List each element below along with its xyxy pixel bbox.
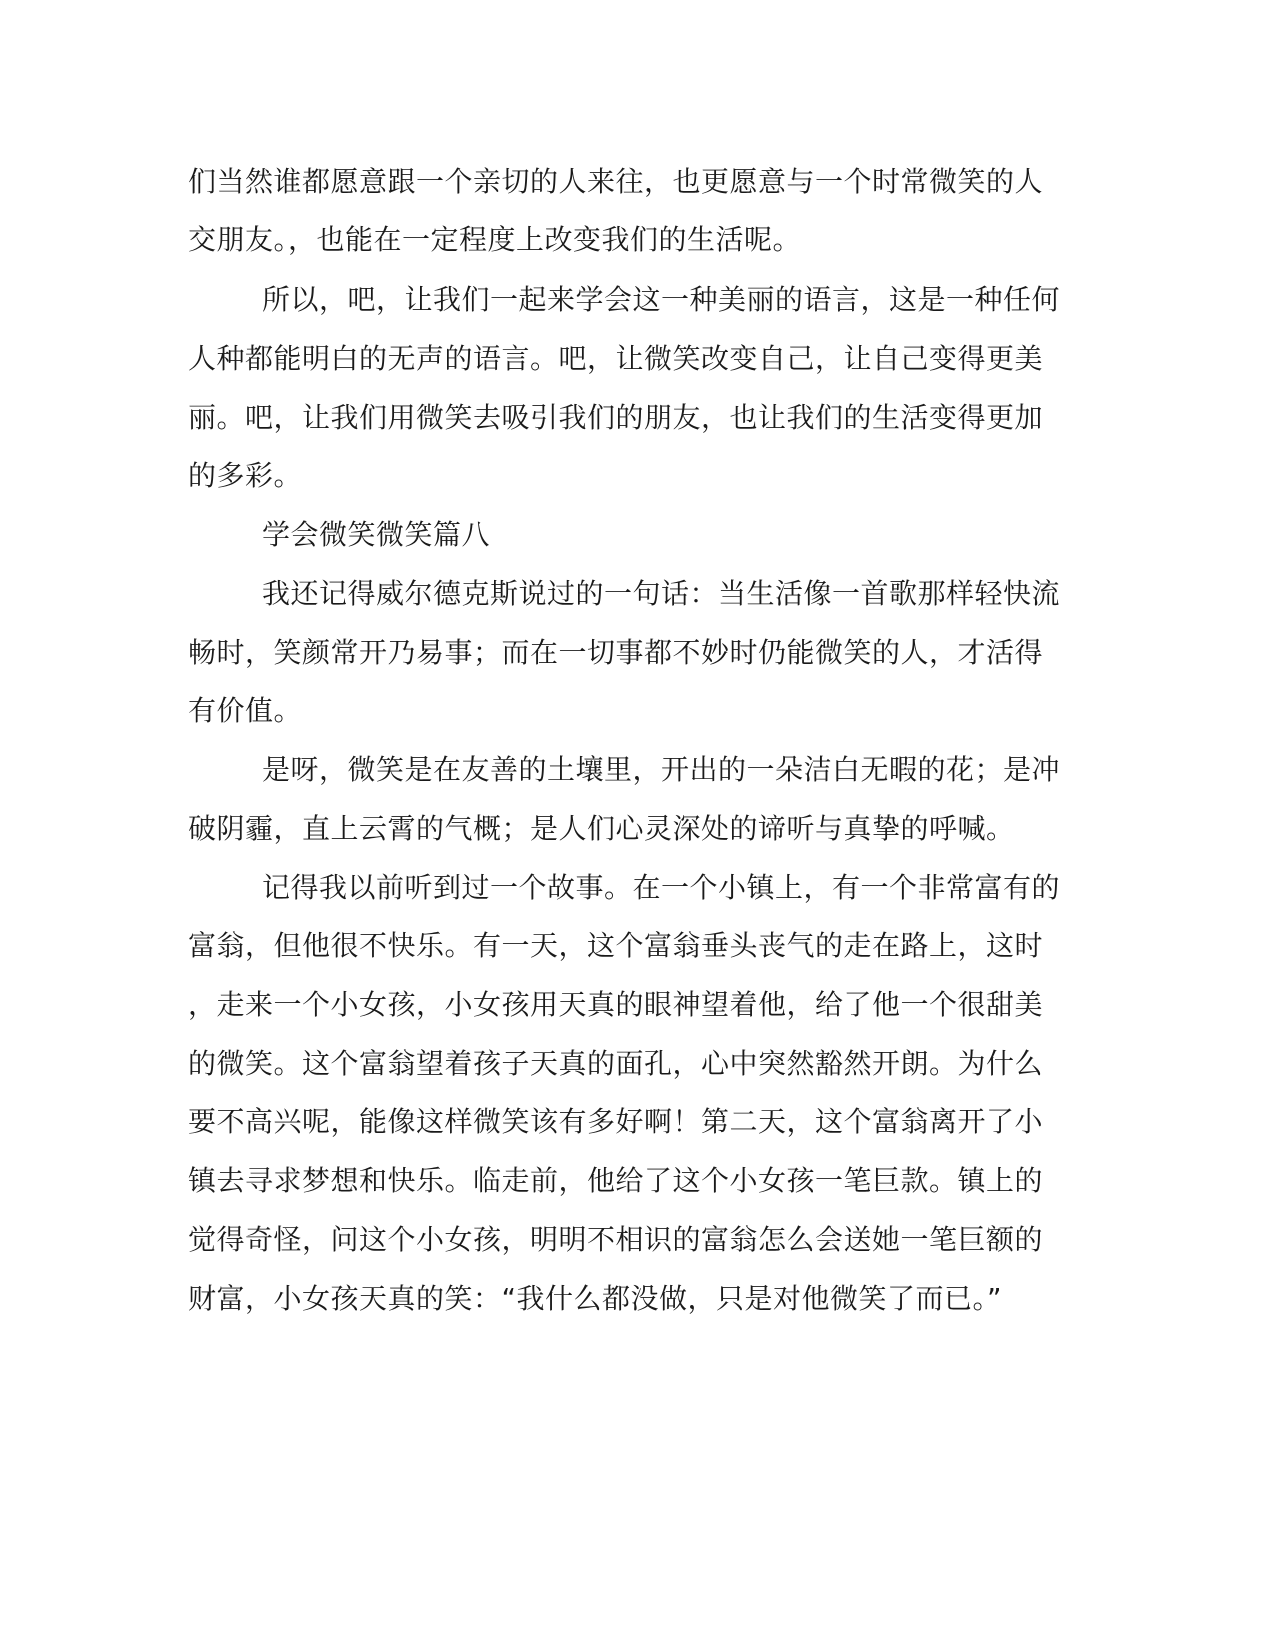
text-line-16: 的微笑。这个富翁望着孩子天真的面孔，心中突然豁然开朗。为什么	[188, 1047, 1044, 1080]
text-line-19: 觉得奇怪，问这个小女孩，明明不相识的富翁怎么会送她一笔巨额的	[188, 1223, 1044, 1256]
text-line-1: 们当然谁都愿意跟一个亲切的人来往，也更愿意与一个时常微笑的人	[188, 165, 1044, 198]
text-line-9: 畅时，笑颜常开乃易事；而在一切事都不妙时仍能微笑的人，才活得	[188, 636, 1044, 669]
text-line-15: ，走来一个小女孩，小女孩用天真的眼神望着他，给了他一个很甜美	[188, 988, 1044, 1021]
text-line-14: 富翁，但他很不快乐。有一天，这个富翁垂头丧气的走在路上，这时	[188, 929, 1044, 962]
text-line-4: 人种都能明白的无声的语言。吧，让微笑改变自己，让自己变得更美	[188, 342, 1044, 375]
text-line-10: 有价值。	[188, 694, 303, 727]
text-line-11: 是呀，微笑是在友善的土壤里，开出的一朵洁白无暇的花；是冲	[262, 753, 1061, 786]
text-line-8: 我还记得威尔德克斯说过的一句话：当生活像一首歌那样轻快流	[262, 577, 1061, 610]
section-heading: 学会微笑微笑篇八	[262, 518, 491, 551]
text-line-12: 破阴霾，直上云霄的气概；是人们心灵深处的谛听与真挚的呼喊。	[188, 812, 1015, 845]
text-line-20: 财富，小女孩天真的笑：“我什么都没做，只是对他微笑了而已。”	[188, 1282, 1003, 1315]
text-line-18: 镇去寻求梦想和快乐。临走前，他给了这个小女孩一笔巨款。镇上的	[188, 1164, 1044, 1197]
text-line-6: 的多彩。	[188, 459, 303, 492]
text-line-5: 丽。吧，让我们用微笑去吸引我们的朋友，也让我们的生活变得更加	[188, 401, 1044, 434]
text-line-13: 记得我以前听到过一个故事。在一个小镇上，有一个非常富有的	[262, 871, 1061, 904]
text-line-2: 交朋友。，也能在一定程度上改变我们的生活呢。	[188, 223, 802, 256]
text-line-17: 要不高兴呢，能像这样微笑该有多好啊！第二天，这个富翁离开了小	[188, 1105, 1044, 1138]
text-line-3: 所以，吧，让我们一起来学会这一种美丽的语言，这是一种任何	[262, 283, 1061, 316]
